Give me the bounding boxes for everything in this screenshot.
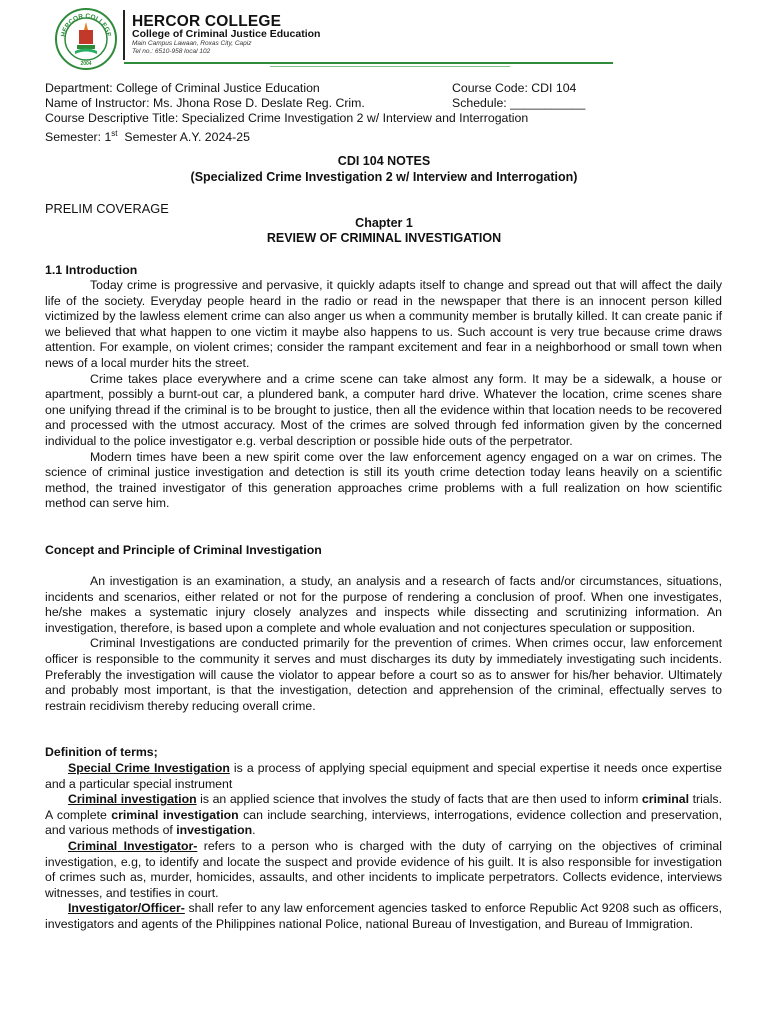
concept-paragraph-1: An investigation is an examination, a study, an analysis and a research of facts and/or circumstances, situations, incidents and scenarios, either related or not for the purpose of rendering a conclusion of proof. When one investigates, he/she makes a systematic injury closely analyzes and inspects while dissecting and scrutinizing information. An investigation, therefore, is based upon a complete and whole evaluation and not conjectures speculation or supposition. xyxy=(45,574,722,635)
concept-body xyxy=(45,574,722,714)
prelim-coverage: PRELIM COVERAGE xyxy=(45,201,169,216)
semester-suffix: Semester A.Y. 2024-25 xyxy=(117,130,250,145)
semester-prefix: Semester: 1 xyxy=(45,130,112,145)
header-green-thin-rule xyxy=(270,66,510,67)
semester-ordinal: st xyxy=(111,129,118,138)
header-divider xyxy=(123,10,125,60)
college-name: HERCOR COLLEGE xyxy=(132,13,282,30)
definition-text-2a: is an applied science that involves the study of facts that are then used to inform xyxy=(196,792,642,807)
logo-text-bottom: 2004 xyxy=(80,61,92,67)
definition-bold-criminal-investigation: criminal investigation xyxy=(111,807,239,822)
chapter-number: Chapter 1 xyxy=(355,216,413,230)
intro-heading: 1.1 Introduction xyxy=(45,263,138,277)
term-special-crime-investigation: Special Crime Investigation xyxy=(68,761,230,775)
term-criminal-investigation: Criminal investigation xyxy=(68,792,197,807)
definition-criminal-investigation xyxy=(45,792,722,839)
descriptive-title-line: Course Descriptive Title: Specialized Crime Investigation 2 w/ Interview and Interrogation xyxy=(45,111,529,125)
department-line: Department: College of Criminal Justice Education xyxy=(45,81,320,95)
definition-text-4: shall refer to any law enforcement agencies tasked to enforce Republic Act 9208 such as officers, investigators and agents of the Philippines national Police, national Bureau of Investigation, and Bureau of Immigration. xyxy=(45,901,722,931)
definition-text-1: is a process of applying special equipment and special expertise it needs once expertise and a particular special instrument xyxy=(45,761,722,791)
course-code: Course Code: CDI 104 xyxy=(452,81,577,95)
college-department: College of Criminal Justice Education xyxy=(132,28,321,40)
intro-paragraph-3: Modern times have been a new spirit come over the law enforcement agency engaged on a war on crimes. The science of criminal justice investigation and detection is still its youth crime detection today leans heavily on a scientific method, the trained investigator of this generation approaches crime problems with a full realization on how scientific method can serve him. xyxy=(45,449,722,511)
concept-paragraph-2: Criminal Investigations are conducted primarily for the prevention of crimes. When crimes occur, law enforcement officer is responsible to the community it serves and must discharges its duty by immediately investigating such incidents. Preferably the investigation will cause the violator to appear before a court so as to answer for his/her behavior. Ultimately and probably most important, is that the investigation, detection and apprehension of the criminal, effectually serves to restrain recidivism thereby reducing overall crime. xyxy=(45,636,722,713)
intro-paragraph-1: Today crime is progressive and pervasive, it quickly adapts itself to change and spread out that will affect the daily life of the society. Everyday people heard in the radio or read in the newspaper that there is an innocent person killed victimized by the lawless element crime can also anger us when a community member is brutally killed. It can create panic if we believed that what happen to one victim it maybe also happens to us. Such account is very true because crime draws attention. For example, on violent crimes; consider the rampant excitement and fear in a neighborhood or small town when news of a local murder hits the street. xyxy=(45,278,722,370)
definitions-body xyxy=(45,761,722,933)
instructor-line: Name of Instructor: Ms. Jhona Rose D. Deslate Reg. Crim. xyxy=(45,96,365,110)
college-address: Main Campus Lawaan, Roxas City, Capiz xyxy=(132,40,252,47)
schedule-line: Schedule: ___________ xyxy=(452,96,586,110)
definition-text-2g: . xyxy=(252,823,256,838)
definition-investigator-officer xyxy=(45,901,722,932)
definition-criminal-investigator xyxy=(45,839,722,901)
term-criminal-investigator: Criminal Investigator- xyxy=(68,838,198,853)
intro-body xyxy=(45,278,722,512)
chapter-title: REVIEW OF CRIMINAL INVESTIGATION xyxy=(266,231,502,245)
definitions-heading: Definition of terms; xyxy=(45,745,158,759)
definition-bold-investigation: investigation xyxy=(176,823,253,838)
definition-bold-criminal: criminal xyxy=(641,792,690,807)
college-seal-logo xyxy=(55,8,117,70)
header-green-rule xyxy=(124,62,613,64)
definition-text-3: refers to a person who is charged with the duty of carrying on the objectives of criminal investigation, e.g, to identify and locate the suspect and provide evidence of his guilt. It is also responsible for investigation of crimes such as, murder, homicides, assaults, and other incidents to implicate perpetrators. Collects evidence, interviews witnesses, and testifies in court. xyxy=(45,838,722,900)
notes-subtitle: (Specialized Crime Investigation 2 w/ Interview and Interrogation) xyxy=(190,170,578,184)
concept-heading: Concept and Principle of Criminal Investigation xyxy=(45,543,322,557)
intro-paragraph-2: Crime takes place everywhere and a crime scene can take almost any form. It may be a sidewalk, a house or apartment, possibly a burnt-out car, a plundered bank, a computer hard drive. Whatever the location, crime scenes share one unifying thread if the criminal is to be brought to justice, then all the evidence within that location needs to be recovered and processed with the utmost accuracy. Most of the crimes are solved through fed information given by the concerned individual to the police investigator e.g. verbal description or possible hide outs of the perpetrator. xyxy=(45,371,722,448)
definition-text-2e: can include searching, interviews, interrogations, evidence collection and preservation, and various methods of xyxy=(45,807,722,838)
semester-line xyxy=(45,126,250,146)
notes-title: CDI 104 NOTES xyxy=(337,154,431,168)
definition-text-2c: trials. A complete xyxy=(45,792,722,822)
term-investigator-officer: Investigator/Officer- xyxy=(68,901,185,916)
logo-text-top: HERCOR COLLEGE xyxy=(60,12,112,38)
college-telephone: Tel no.: 6510-958 local 102 xyxy=(132,48,211,55)
definition-special-crime-investigation xyxy=(45,761,722,792)
